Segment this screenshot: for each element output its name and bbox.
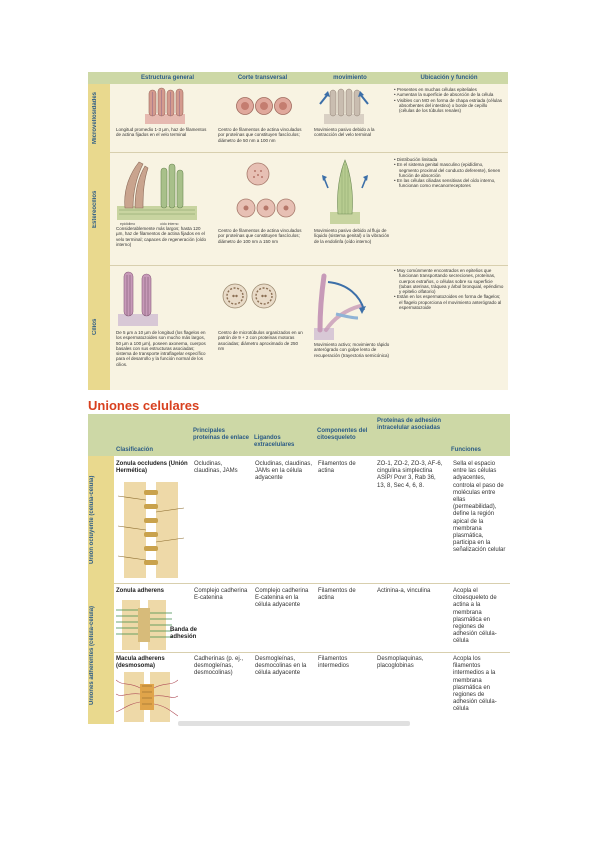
microvilli-movimiento: Movimiento pasivo debido a la contracción del velo terminal [314, 127, 375, 138]
row-separator [114, 652, 510, 653]
ma-ligandos: Desmogleínas, desmocolinas en la célula adyacente [255, 656, 307, 677]
bullet-item: • Están en los espermatozoides en forma de flagelos; el flagelo proporciona el movimiento anterógrado al espermatozoide [394, 294, 502, 311]
header-ubicacion: Ubicación y función [420, 75, 478, 81]
row-separator [114, 583, 510, 584]
zonula-adherens-illustration [116, 600, 172, 650]
microvilli-movement-illustration [314, 86, 374, 124]
row-separator [110, 152, 508, 153]
microvilli-corte: Centro de filamentos de actina vinculados por proteínas que constituyen fascículos; diámetro de 50 nm a 100 nm [218, 127, 302, 143]
bullet-item: • En las células ciliadas sensitivas del oído interno, funcionan como mecanorreceptores [394, 178, 496, 189]
cilia-movement-illustration [314, 270, 370, 340]
ma-proteinas: Desmoplaquinas, placoglobinas [377, 656, 424, 670]
microvilli-ubicacion [394, 87, 504, 113]
row-title-zonula-occludens: Zonula occludens (Unión Hermética) [116, 461, 188, 474]
cilia-corte: Centro de microtúbulos organizados en un patrón de 9 + 2 con proteínas motoras asociadas; diámetro aproximado de 250 nm [218, 330, 303, 351]
header-movimiento: movimiento [333, 75, 367, 81]
header-corte: Corte transversal [237, 75, 288, 81]
cilia-estructura: De 5 µm a 10 µm de longitud (los flagelos en los espermatozoides son mucho más largos, 50 µm a 100 µm), poseen axonema, cuerpos basales con sus estructuras asociadas; sistema de transporte intraflagelar específico para el desarrollo y la función normal de los cilios. [116, 330, 206, 367]
header-clasificacion: Clasificación [116, 447, 154, 453]
ma-componentes: Filamentos intermedios [318, 656, 350, 670]
zo-componentes: Filamentos de actina [318, 461, 356, 475]
zonula-occludens-illustration [118, 482, 184, 578]
row-label-estereocilios: Estereocilios [92, 190, 98, 228]
row-label-cilios: Cilios [92, 318, 98, 336]
za-ligandos: Complejo cadherina E-catenina en la célula adyacente [255, 588, 309, 609]
bullet-item: • Muy comúnmente encontrados en epitelios que funcionan transportando secreciones, proteínas, cuerpos extraños, o células sobre su superficie (tubas uterinas, tráquea y árbol bronquial, epéndimo y epitelio olfatorio) [394, 268, 504, 295]
bullet-item: • Distribución limitada [394, 157, 438, 162]
desmosome-illustration [116, 672, 178, 722]
bullet-item: • En el sistema genital masculino (epidídimo, segmento proximal del conducto deferente), tienen función de absorción [394, 162, 501, 178]
zo-proteinas: ZO-1, ZO-2, ZO-3, AF-6, cingulina simplectina ASIP/ Povr 3, Rab 36, 13, 8, Sec 4, 6, 8. [377, 461, 443, 489]
header-funciones: Funciones [451, 447, 482, 453]
bullet-item: • Presentes en muchas células epiteliales [394, 87, 477, 92]
header-principales: Principales proteínas de enlace [193, 428, 250, 441]
bullet-item: • Visibles con MO en forma de chapa estriada (células absorbentes del intestino) o borde de cepillo (células de los túbulos renales) [394, 97, 503, 114]
microvilli-estructura: Longitud promedio 1-3 µm, haz de filamentos de actina fijados en el velo terminal [116, 127, 207, 138]
microvilli-illustration [145, 86, 185, 124]
stereocilia-illustration [117, 158, 197, 220]
cilia-movimiento: Movimiento activo; movimiento rápido anterógrado con golpe lento de recuperación (trayectoria semicónica) [314, 342, 390, 358]
row-title-macula-adherens: Macula adherens (desmosoma) [116, 656, 165, 669]
cilia-illustration [118, 270, 158, 326]
cilia-cross-section [222, 282, 278, 310]
stereocilia-label-epididimo: epidídimo [120, 222, 136, 226]
row-title-zonula-adherens: Zonula adherens [116, 588, 165, 594]
banda-adhesion-label: Banda de adhesión [170, 627, 198, 640]
ma-principales: Cadherinas (p. ej., desmogleínas, desmocolinas) [194, 656, 244, 677]
za-proteinas: Actinina-a, vinculina [377, 588, 431, 594]
stereocilia-estructura: Considerablemente más largos; hasta 120 µm, haz de filamentos de actina fijados en el velo terminal; capaces de regeneración (oído interno) [116, 226, 207, 247]
header-ligandos: Ligandos extracelulares [254, 435, 295, 448]
za-funciones: Acopla el citoesqueleto de actina a la membrana plasmática en regiones de adhesión célula-célula [453, 588, 497, 645]
bullet-item: • Aumentan la superficie de absorción de la célula [394, 92, 494, 98]
microvilli-cross-section [236, 96, 292, 116]
zo-principales: Ocludinas, claudinas, JAMs [194, 461, 238, 475]
zo-ligandos: Ocludinas, claudinas, JAMs en la célula adyacente [255, 461, 313, 482]
stereocilia-ubicacion [394, 157, 504, 189]
zo-funciones: Sella el espacio entre las células adyacentes, controla el paso de moléculas entre ellas (permeabilidad), define la región apical de la membrana plasmática, participa en la señalización celular [453, 461, 506, 554]
cilia-ubicacion [394, 268, 504, 310]
horizontal-scrollbar[interactable] [178, 721, 410, 726]
za-componentes: Filamentos de actina [318, 588, 356, 602]
row-separator [110, 265, 508, 266]
ma-funciones: Acopla los filamentos intermedios a la membrana plasmática en regiones de adhesión célula-célula [453, 656, 497, 713]
stereocilia-corte: Centro de filamentos de actina vinculados por proteínas que constituyen fascículos; diámetro de 100 nm a 150 nm [218, 228, 302, 244]
za-principales: Complejo cadherina E-catenina [194, 588, 248, 602]
stereocilia-movement-illustration [322, 158, 368, 224]
stereocilia-label-oido: oído interno [160, 222, 179, 226]
row-label-microvellosidades: Microvellosidades [92, 91, 98, 145]
section-title: Uniones celulares [88, 398, 200, 413]
group-label-adherentes: Uniones adherentes (célula-célula) [89, 605, 95, 705]
group-label-ocluyente: Unión ocluyente (célula-célula) [89, 475, 95, 565]
header-estructura: Estructura general [140, 75, 195, 81]
stereocilia-cross-section [236, 160, 296, 222]
stereocilia-movimiento: Movimiento pasivo debido al flujo de líquido (sistema genital) o la vibración de la endolinfa (oído interno) [314, 228, 390, 244]
header-proteinas: Proteínas de adhesión intracelular asociadas [377, 418, 442, 431]
header-componentes: Componentes del citoesqueleto [317, 428, 368, 441]
